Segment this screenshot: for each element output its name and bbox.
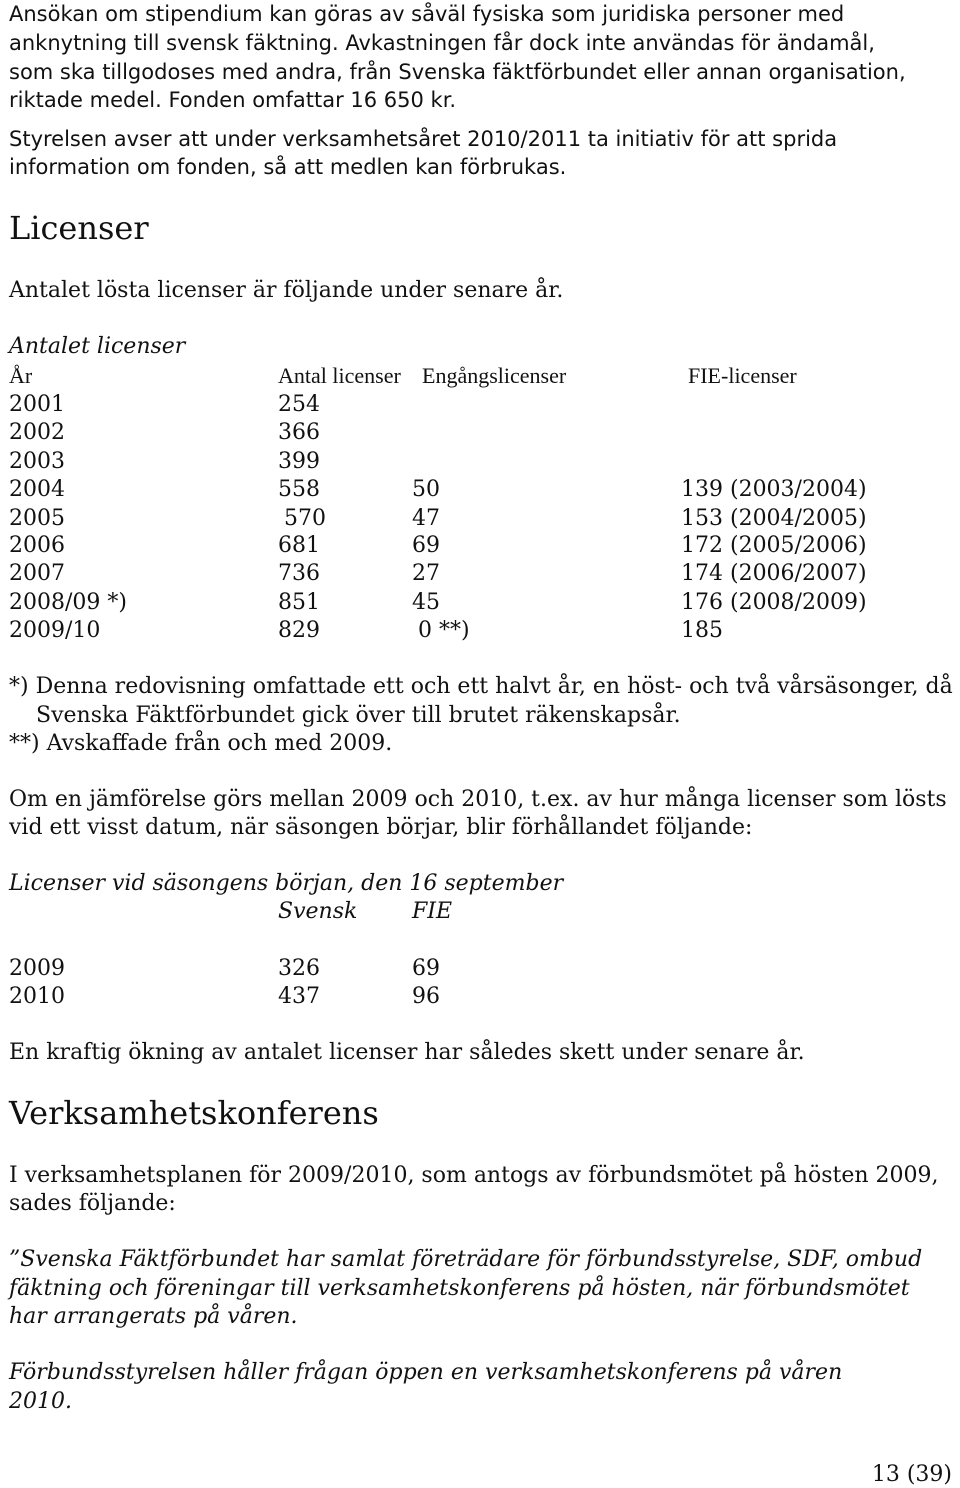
table-title: Antalet licenser <box>9 334 186 359</box>
footnote-1: *) Denna redovisning omfattade ett och ett halvt år, en höst- och två vårsäsonger, då <box>9 674 953 699</box>
cell-single: 47 <box>412 506 440 531</box>
cell-count: 254 <box>278 392 320 417</box>
final-line: 2010. <box>9 1389 72 1414</box>
cell-count: 681 <box>278 533 320 558</box>
comparison-line: Om en jämförelse görs mellan 2009 och 2010, t.ex. av hur många licenser som lösts <box>9 787 947 812</box>
intro-line: Ansökan om stipendium kan göras av såväl fysiska som juridiska personer med <box>9 2 845 26</box>
footnote-1-cont: Svenska Fäktförbundet gick över till brutet räkenskapsår. <box>36 703 681 728</box>
footnote-2: **) Avskaffade från och med 2009. <box>9 731 393 756</box>
cell-single: 50 <box>412 477 440 502</box>
cell-year: 2003 <box>9 449 65 474</box>
season-table-title: Licenser vid säsongens början, den 16 september <box>9 871 564 896</box>
cell-count: 851 <box>278 590 320 615</box>
cell-single: 69 <box>412 533 440 558</box>
konferens-line: I verksamhetsplanen för 2009/2010, som antogs av förbundsmötet på hösten 2009, <box>9 1163 939 1188</box>
cell-year: 2009 <box>9 956 65 981</box>
cell-count: 366 <box>278 420 320 445</box>
cell-year: 2010 <box>9 984 65 1009</box>
cell-svensk: 326 <box>278 956 320 981</box>
intro-line: riktade medel. Fonden omfattar 16 650 kr. <box>9 88 457 112</box>
cell-year: 2005 <box>9 506 65 531</box>
cell-fie: 174 (2006/2007) <box>681 561 867 586</box>
cell-fie: 185 <box>681 618 723 643</box>
cell-single: 45 <box>412 590 440 615</box>
table-header-single: Engångslicenser <box>422 363 567 388</box>
cell-year: 2006 <box>9 533 65 558</box>
intro-line: som ska tillgodoses med andra, från Svenska fäktförbundet eller annan organisation, <box>9 60 906 84</box>
season-header-fie: FIE <box>412 899 453 924</box>
cell-count: 736 <box>278 561 320 586</box>
cell-fie: 139 (2003/2004) <box>681 477 867 502</box>
cell-count: 570 <box>284 506 326 531</box>
licenser-intro: Antalet lösta licenser är följande under senare år. <box>9 278 564 303</box>
konferens-line: sades följande: <box>9 1191 176 1216</box>
cell-year: 2001 <box>9 392 65 417</box>
table-header-count: Antal licenser <box>278 363 401 388</box>
cell-svensk: 437 <box>278 984 320 1009</box>
page-number: 13 (39) <box>871 1462 952 1487</box>
section-heading-licenser: Licenser <box>9 209 149 247</box>
quote-line: fäktning och föreningar till verksamhetskonferens på hösten, när förbundsmötet <box>9 1276 910 1301</box>
cell-year: 2009/10 <box>9 618 101 643</box>
cell-count: 558 <box>278 477 320 502</box>
cell-year: 2008/09 *) <box>9 590 127 615</box>
intro-line: Styrelsen avser att under verksamhetsåret 2010/2011 ta initiativ för att sprida <box>9 127 838 151</box>
cell-year: 2007 <box>9 561 65 586</box>
cell-single: 27 <box>412 561 440 586</box>
cell-count: 829 <box>278 618 320 643</box>
cell-fie: 96 <box>412 984 440 1009</box>
section-heading-konferens: Verksamhetskonferens <box>9 1094 379 1132</box>
conclusion: En kraftig ökning av antalet licenser har således skett under senare år. <box>9 1040 805 1065</box>
cell-year: 2004 <box>9 477 65 502</box>
season-header-svensk: Svensk <box>278 899 358 924</box>
cell-single: 0 **) <box>418 618 470 643</box>
cell-fie: 69 <box>412 956 440 981</box>
table-header-fie: FIE-licenser <box>688 363 797 388</box>
cell-count: 399 <box>278 449 320 474</box>
cell-fie: 153 (2004/2005) <box>681 506 867 531</box>
intro-line: anknytning till svensk fäktning. Avkastningen får dock inte användas för ändamål, <box>9 31 875 55</box>
cell-year: 2002 <box>9 420 65 445</box>
cell-fie: 176 (2008/2009) <box>681 590 867 615</box>
comparison-line: vid ett visst datum, när säsongen börjar, blir förhållandet följande: <box>9 815 753 840</box>
quote-line: har arrangerats på våren. <box>9 1304 298 1329</box>
table-header-year: År <box>9 363 33 388</box>
final-line: Förbundsstyrelsen håller frågan öppen en verksamhetskonferens på våren <box>9 1360 843 1385</box>
quote-line: ”Svenska Fäktförbundet har samlat företrädare för förbundsstyrelse, SDF, ombud <box>9 1247 923 1272</box>
intro-line: information om fonden, så att medlen kan förbrukas. <box>9 155 567 179</box>
cell-fie: 172 (2005/2006) <box>681 533 867 558</box>
